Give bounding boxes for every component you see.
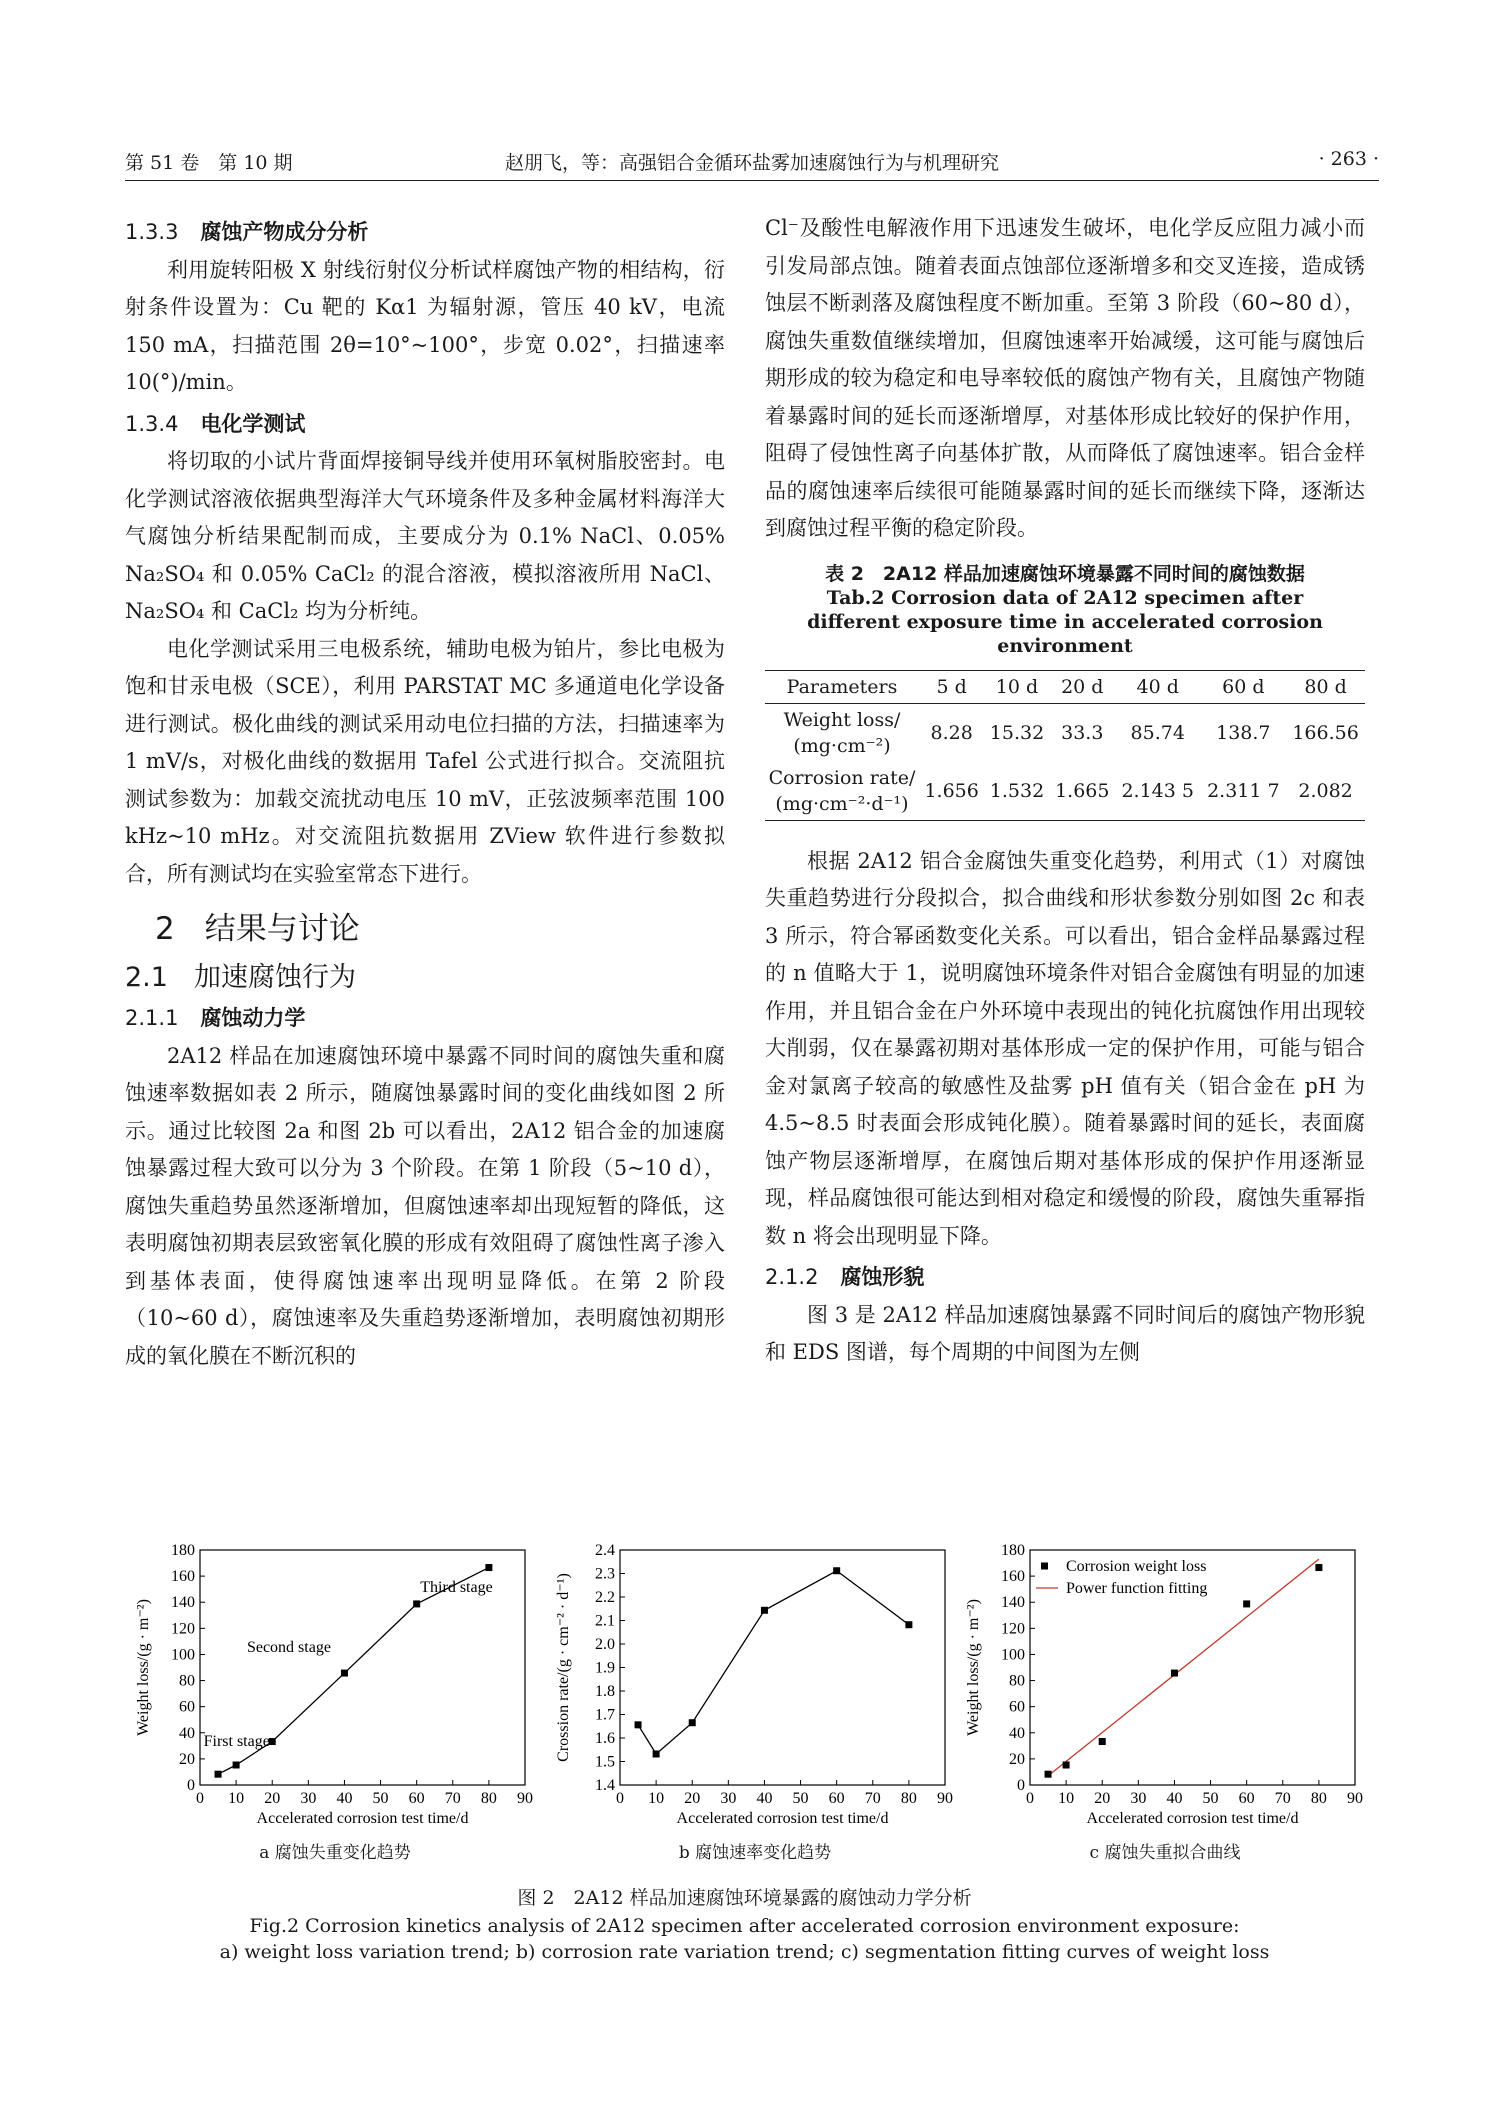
table-cell: 166.56	[1292, 721, 1359, 744]
x-tick-label: 20	[1094, 1790, 1111, 1807]
x-tick-label: 40	[1166, 1790, 1183, 1807]
table-caption-cn: 表 2 2A12 样品加速腐蚀环境暴露不同时间的腐蚀数据	[825, 562, 1305, 585]
series-line	[638, 1571, 909, 1754]
y-axis-label: Crossion rate/(g · cm⁻² · d⁻¹)	[555, 1573, 572, 1762]
y-tick-label: 1.9	[595, 1659, 615, 1677]
table-cell: 1.656	[924, 779, 979, 802]
x-axis-label: Accelerated corrosion test time/d	[1086, 1810, 1299, 1827]
y-tick-label: 180	[171, 1542, 195, 1559]
subcaption-b: b 腐蚀速率变化趋势	[678, 1843, 832, 1863]
y-tick-label: 0	[187, 1777, 195, 1794]
data-point	[1063, 1761, 1070, 1768]
legend-label-fit: Power function fitting	[1066, 1580, 1208, 1597]
y-tick-label: 2.1	[595, 1612, 615, 1630]
x-tick-label: 70	[444, 1790, 461, 1807]
y-tick-label: 120	[1001, 1620, 1025, 1638]
x-tick-label: 30	[1130, 1790, 1147, 1807]
section-2-1-heading: 2.1 加速腐蚀行为	[125, 961, 356, 993]
y-tick-label: 140	[171, 1594, 195, 1612]
x-tick-label: 20	[684, 1790, 701, 1807]
annotation-first-stage: First stage	[203, 1732, 270, 1750]
data-point	[761, 1607, 768, 1614]
data-point	[413, 1600, 420, 1607]
y-tick-label: 60	[1009, 1698, 1025, 1716]
table-row	[765, 762, 1365, 821]
chart-weight-loss-trend	[120, 1535, 550, 1830]
y-tick-label: 1.8	[595, 1683, 615, 1700]
paragraph: 电化学测试采用三电极系统，辅助电极为铂片，参比电极为饱和甘汞电极（SCE），利用 PARSTAT MC 多通道电化学设备进行测试。极化曲线的测试采用动电位扫描的方法，扫描速率为 1 mV/s，对极化曲线的数据用 Tafel 公式进行拟合。交流阻抗测试参数为：加载交流扰动电压 10 mV，正弦波频率范围 100 kHz~10 mHz。对交流阻抗数据用 ZView 软件进行参数拟合，所有测试均在实验室常态下进行。	[125, 636, 725, 886]
x-tick-label: 10	[228, 1790, 245, 1807]
legend-label-points: Corrosion weight loss	[1066, 1558, 1207, 1575]
x-tick-label: 80	[480, 1790, 497, 1807]
table-cell: 33.3	[1061, 721, 1104, 744]
data-point	[1045, 1771, 1052, 1778]
subcaption-a: a 腐蚀失重变化趋势	[259, 1843, 411, 1863]
data-point	[215, 1771, 222, 1778]
y-tick-label: 40	[179, 1724, 195, 1742]
data-point	[341, 1670, 348, 1677]
table-row-label: Weight loss/ (mg·cm⁻²)	[783, 708, 901, 757]
header-rule	[125, 180, 1379, 181]
data-table	[765, 670, 1365, 821]
y-tick-label: 0	[1017, 1777, 1025, 1794]
x-tick-label: 10	[1058, 1790, 1075, 1807]
x-tick-label: 60	[1238, 1790, 1255, 1807]
data-point	[833, 1567, 840, 1574]
y-tick-label: 160	[171, 1568, 195, 1586]
table-2	[765, 562, 1365, 821]
right-column	[765, 210, 1365, 1372]
section-1-3-3-heading: 1.3.3 腐蚀产物成分分析	[125, 220, 369, 244]
x-tick-label: 80	[900, 1790, 917, 1807]
y-tick-label: 180	[1001, 1542, 1025, 1559]
section-2-heading: 2 结果与讨论	[155, 911, 360, 947]
paragraph: 2A12 样品在加速腐蚀环境中暴露不同时间的腐蚀失重和腐蚀速率数据如表 2 所示，随腐蚀暴露时间的变化曲线如图 2 所示。通过比较图 2a 和图 2b 可以看出，2A12 铝合金的加速腐蚀暴露过程大致可以分为 3 个阶段。在第 1 阶段（5~10 d），腐蚀失重趋势虽然逐渐增加，但腐蚀速率却出现短暂的降低，这表明腐蚀初期表层致密氧化膜的形成有效阻碍了腐蚀性离子渗入到基体表面，使得腐蚀速率出现明显降低。在第 2 阶段（10~60 d），腐蚀速率及失重趋势逐渐增加，表明腐蚀初期形成的氧化膜在不断沉积的	[125, 1043, 725, 1368]
paragraph: 图 3 是 2A12 样品加速腐蚀暴露不同时间后的腐蚀产物形貌和 EDS 图谱，每个周期的中间图为左侧	[765, 1302, 1365, 1364]
x-tick-label: 90	[937, 1790, 953, 1807]
data-point	[1171, 1670, 1178, 1677]
x-axis-label: Accelerated corrosion test time/d	[256, 1810, 469, 1827]
subcaption-c: c 腐蚀失重拟合曲线	[1089, 1843, 1241, 1863]
y-tick-label: 2.2	[595, 1589, 615, 1606]
x-tick-label: 50	[792, 1790, 809, 1807]
y-tick-label: 2.0	[595, 1636, 615, 1653]
y-tick-label: 160	[1001, 1568, 1025, 1586]
x-tick-label: 50	[372, 1790, 389, 1807]
x-tick-label: 50	[1202, 1790, 1219, 1807]
chart-weight-loss-fitting	[950, 1535, 1380, 1830]
paragraph: 利用旋转阳极 X 射线衍射仪分析试样腐蚀产物的相结构，衍射条件设置为：Cu 靶的 Kα1 为辐射源，管压 40 kV，电流 150 mA，扫描范围 2θ=10°~100°，步宽 0.02°，扫描速率 10(°)/min。	[125, 257, 725, 394]
left-column	[125, 210, 725, 1375]
y-axis-label: Weight loss/(g · m⁻²)	[135, 1599, 152, 1736]
table-header-cell: 10 d	[995, 675, 1039, 698]
y-tick-label: 1.7	[595, 1706, 615, 1724]
table-cell: 15.32	[989, 721, 1045, 744]
table-cell: 138.7	[1216, 721, 1271, 744]
table-header-cell: 5 d	[936, 675, 967, 698]
x-tick-label: 80	[1310, 1790, 1327, 1807]
x-tick-label: 90	[1347, 1790, 1363, 1807]
data-point	[1099, 1738, 1106, 1745]
table-header-cell: 40 d	[1136, 675, 1179, 698]
paragraph: Cl⁻及酸性电解液作用下迅速发生破坏，电化学反应阻力减小而引发局部点蚀。随着表面点蚀部位逐渐增多和交叉连接，造成锈蚀层不断剥落及腐蚀程度不断加重。至第 3 阶段（60~80 d），腐蚀失重数值继续增加，但腐蚀速率开始减缓，这可能与腐蚀后期形成的较为稳定和电导率较低的腐蚀产物有关，且腐蚀产物随着暴露时间的延长而逐渐增厚，对基体形成比较好的保护作用，阻碍了侵蚀性离子向基体扩散，从而降低了腐蚀速率。铝合金样品的腐蚀速率后续很可能随暴露时间的延长而继续下降，逐渐达到腐蚀过程平衡的稳定阶段。	[765, 216, 1365, 540]
x-tick-label: 60	[408, 1790, 425, 1807]
table-row-label: Corrosion rate/ (mg·cm⁻²·d⁻¹)	[768, 766, 916, 815]
data-point	[689, 1719, 696, 1726]
table-cell: 1.532	[989, 779, 1045, 802]
x-tick-label: 60	[828, 1790, 845, 1807]
y-tick-label: 80	[179, 1672, 195, 1690]
x-tick-label: 30	[720, 1790, 737, 1807]
table-cell: 85.74	[1130, 721, 1185, 744]
table-header-row	[765, 670, 1365, 703]
y-tick-label: 100	[1001, 1646, 1025, 1664]
x-tick-label: 90	[517, 1790, 533, 1807]
data-point	[1315, 1564, 1322, 1571]
x-tick-label: 70	[1274, 1790, 1291, 1807]
figure-caption-en-line2: a) weight loss variation trend; b) corrosion rate variation trend; c) segmentation fitting curves of weight loss	[219, 1941, 1270, 1963]
table-cell: 2.311 7	[1207, 779, 1280, 802]
annotation-third-stage: Third stage	[420, 1578, 493, 1596]
table-header-cell: 80 d	[1304, 675, 1347, 698]
y-tick-label: 1.6	[595, 1730, 615, 1747]
x-tick-label: 10	[648, 1790, 665, 1807]
y-tick-label: 2.4	[595, 1542, 615, 1559]
x-tick-label: 0	[1026, 1790, 1034, 1807]
data-point	[653, 1750, 660, 1757]
legend-marker-points	[1041, 1563, 1048, 1570]
y-tick-label: 1.5	[595, 1753, 615, 1771]
table-cell: 2.143 5	[1121, 779, 1194, 802]
y-tick-label: 2.3	[595, 1565, 615, 1583]
x-tick-label: 30	[300, 1790, 317, 1807]
y-tick-label: 140	[1001, 1594, 1025, 1612]
running-header	[125, 148, 1379, 184]
table-header-cell: 20 d	[1061, 675, 1104, 698]
data-point	[635, 1721, 642, 1728]
paragraph: 将切取的小试片背面焊接铜导线并使用环氧树脂胶密封。电化学测试溶液依据典型海洋大气环境条件及多种金属材料海洋大气腐蚀分析结果配制而成，主要成分为 0.1% NaCl、0.05% Na₂SO₄ 和 0.05% CaCl₂ 的混合溶液，模拟溶液所用 NaCl、Na₂SO₄ 和 CaCl₂ 均为分析纯。	[125, 449, 725, 623]
table-cell: 1.665	[1055, 779, 1110, 802]
y-tick-label: 100	[171, 1646, 195, 1664]
annotation-second-stage: Second stage	[246, 1638, 331, 1656]
y-tick-label: 120	[171, 1620, 195, 1638]
x-tick-label: 70	[864, 1790, 881, 1807]
table-cell: 8.28	[930, 721, 973, 744]
table-header-cell: 60 d	[1222, 675, 1265, 698]
table-cell: 2.082	[1298, 779, 1353, 802]
data-point	[905, 1621, 912, 1628]
data-point	[1243, 1600, 1250, 1607]
data-point	[485, 1564, 492, 1571]
y-tick-label: 60	[179, 1698, 195, 1716]
y-tick-label: 1.4	[595, 1777, 615, 1794]
figure-caption-en-line1: Fig.2 Corrosion kinetics analysis of 2A12 specimen after accelerated corrosion environment exposure:	[249, 1915, 1240, 1937]
section-1-3-4-heading: 1.3.4 电化学测试	[125, 411, 306, 436]
x-axis-label: Accelerated corrosion test time/d	[676, 1810, 889, 1827]
y-tick-label: 80	[1009, 1672, 1025, 1690]
plot-frame	[620, 1550, 945, 1785]
header-title: 赵朋飞，等：高强铝合金循环盐雾加速腐蚀行为与机理研究	[504, 152, 999, 174]
x-tick-label: 0	[616, 1790, 624, 1807]
y-tick-label: 20	[1009, 1750, 1025, 1768]
table-row	[765, 703, 1365, 762]
section-2-1-1-heading: 2.1.1 腐蚀动力学	[125, 1006, 306, 1030]
paragraph: 根据 2A12 铝合金腐蚀失重变化趋势，利用式（1）对腐蚀失重趋势进行分段拟合，拟合曲线和形状参数分别如图 2c 和表 3 所示，符合幂函数变化关系。可以看出，铝合金样品暴露过程的 n 值略大于 1，说明腐蚀环境条件对铝合金腐蚀有明显的加速作用，并且铝合金在户外环境中表现出的钝化抗腐蚀作用出现较大削弱，仅在暴露初期对基体形成一定的保护作用，可能与铝合金对氯离子较高的敏感性及盐雾 pH 值有关（铝合金在 pH 为 4.5~8.5 时表面会形成钝化膜）。随着暴露时间的延长，表面腐蚀产物层逐渐增厚，在腐蚀后期对基体形成的保护作用逐渐显现，样品腐蚀很可能达到相对稳定和缓慢的阶段，腐蚀失重幂指数 n 将会出现明显下降。	[765, 848, 1365, 1248]
chart-corrosion-rate-trend	[540, 1535, 970, 1830]
figure-caption-cn: 图 2 2A12 样品加速腐蚀环境暴露的腐蚀动力学分析	[517, 1887, 972, 1909]
header-page-number: · 263 ·	[1318, 148, 1379, 170]
table-caption-en: Tab.2 Corrosion data of 2A12 specimen after different exposure time in accelerated corrosion environment	[807, 586, 1323, 657]
y-tick-label: 20	[179, 1750, 195, 1768]
y-tick-label: 40	[1009, 1724, 1025, 1742]
data-point	[233, 1761, 240, 1768]
x-tick-label: 40	[336, 1790, 353, 1807]
x-tick-label: 40	[756, 1790, 773, 1807]
y-axis-label: Weight loss/(g · m⁻²)	[965, 1599, 982, 1736]
header-volume-issue: 第 51 卷 第 10 期	[125, 152, 293, 174]
section-2-1-2-heading: 2.1.2 腐蚀形貌	[765, 1265, 925, 1289]
x-tick-label: 0	[196, 1790, 204, 1807]
x-tick-label: 20	[264, 1790, 281, 1807]
table-header-cell: Parameters	[786, 675, 898, 698]
